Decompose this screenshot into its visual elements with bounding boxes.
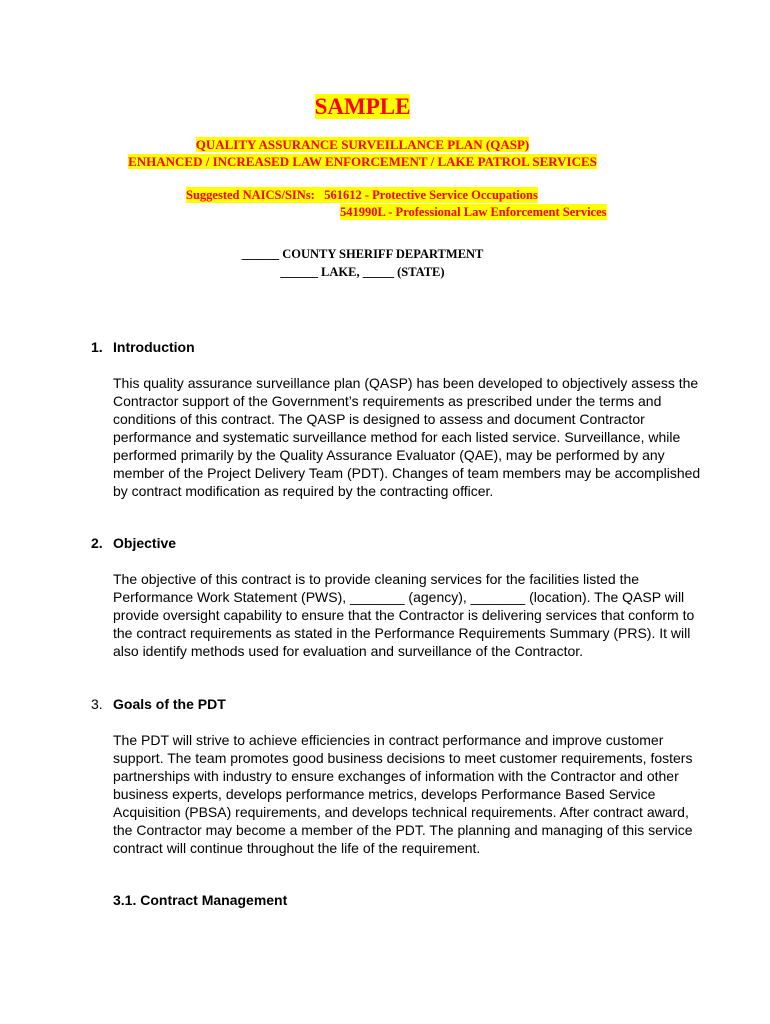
section-title: Objective <box>113 535 177 551</box>
naics-code-2: 541990L - Professional Law Enforcement Services <box>340 205 607 219</box>
section-number: 3. <box>91 696 103 712</box>
naics-line1 <box>186 187 538 203</box>
naics-code-1: 561612 - Protective Service Occupations <box>324 188 538 202</box>
section-title: Introduction <box>113 339 195 355</box>
section-heading-goals <box>91 695 226 713</box>
department-line: ______ COUNTY SHERIFF DEPARTMENT <box>241 247 484 261</box>
goals-paragraph: The PDT will strive to achieve efficiencies in contract performance and improve customer support. The team promotes good business decisions to meet customer requirements, fosters partnerships with industry to ensure exchanges of information with the Contractor and other business experts, develops performance metrics, develops Performance Based Service Acquisition (PBSA) requirements, and develops technical requirements. After contract award, the Contractor may become a member of the PDT. The planning and managing of this service contract will continue throughout the life of the requirement. <box>113 732 693 856</box>
plan-title-line1: QUALITY ASSURANCE SURVEILLANCE PLAN (QASP) <box>195 137 530 152</box>
section-title: Goals of the PDT <box>113 696 226 712</box>
section-heading-introduction <box>91 338 195 356</box>
section-number: 2. <box>91 535 103 551</box>
subsection-number: 3.1. <box>113 892 137 908</box>
subsection-heading-contract-management <box>113 891 287 909</box>
plan-title-line2: ENHANCED / INCREASED LAW ENFORCEMENT / LAKE PATROL SERVICES <box>128 154 597 169</box>
section-heading-objective <box>91 534 176 552</box>
section-number: 1. <box>91 339 103 355</box>
introduction-paragraph: This quality assurance surveillance plan (QASP) has been developed to objectively assess the Contractor support of the Government’s requirements as prescribed under the terms and conditions of this contract. The QASP is designed to assess and document Contractor performance and systematic surveillance method for each listed service. Surveillance, while performed primarily by the Quality Assurance Evaluator (QAE), may be performed by any member of the Project Delivery Team (PDT). Changes of team members may be accomplished by contract modification as required by the contracting officer. <box>113 375 701 499</box>
sample-heading: SAMPLE <box>314 94 411 119</box>
subsection-title: Contract Management <box>140 892 288 908</box>
lake-state-line: ______ LAKE, _____ (STATE) <box>280 265 445 279</box>
naics-label: Suggested NAICS/SINs: <box>186 188 315 202</box>
objective-paragraph: The objective of this contract is to provide cleaning services for the facilities listed the Performance Work Statement (PWS), _______ (agency), _______ (location). The QASP will provide oversight capability to ensure that the Contractor is delivering services that conform to the contract requirements as stated in the Performance Requirements Summary (PRS). It will also identify methods used for evaluation and surveillance of the Contractor. <box>113 571 695 659</box>
